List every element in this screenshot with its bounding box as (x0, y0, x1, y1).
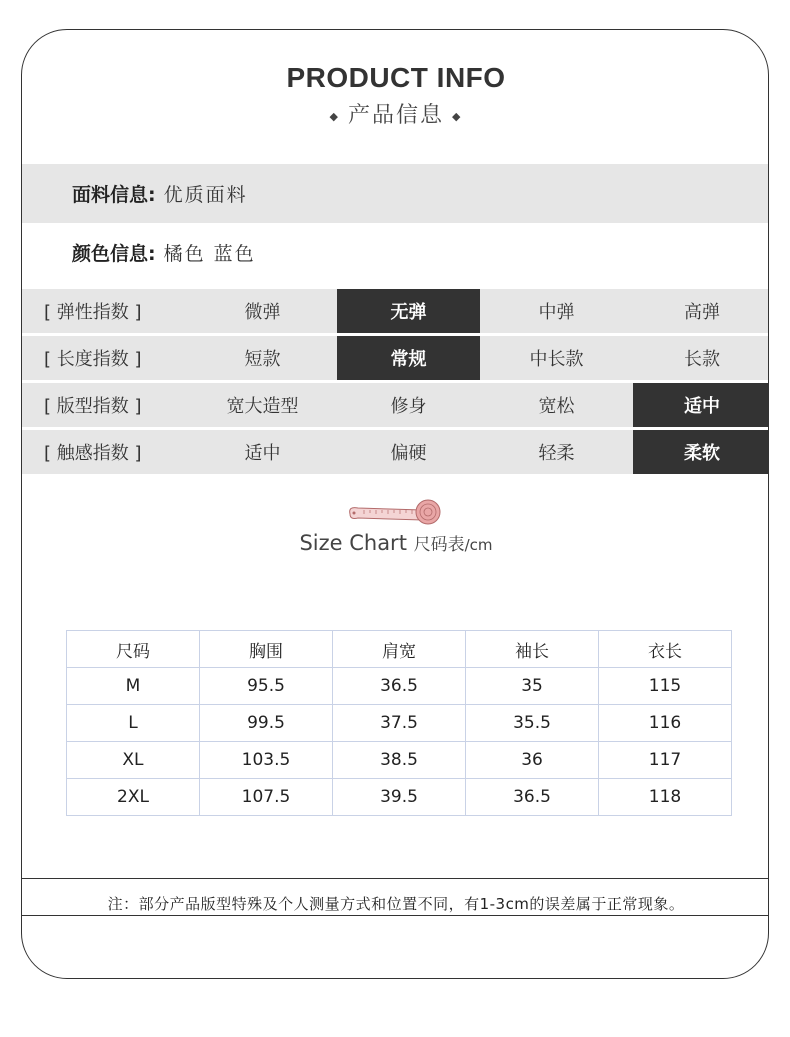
table-cell: 36.5 (466, 779, 599, 816)
index-row (21, 383, 769, 427)
table-cell: 95.5 (199, 668, 332, 705)
size-chart-title-en: Size Chart (299, 531, 407, 555)
column-header: 袖长 (466, 631, 599, 668)
color-label: 颜色信息: (72, 243, 156, 265)
index-label: [ 版型指数 ] (44, 396, 142, 417)
table-row (67, 742, 732, 779)
index-option: 微弹 (244, 302, 281, 323)
table-cell: 99.5 (199, 705, 332, 742)
divider (22, 915, 769, 916)
index-option: 宽大造型 (226, 396, 299, 417)
index-option: 轻柔 (538, 443, 575, 464)
table-cell: 35 (466, 668, 599, 705)
diamond-icon: ◆ (329, 109, 340, 123)
table-cell: 38.5 (333, 742, 466, 779)
measuring-tape-icon (344, 496, 448, 532)
subtitle-text: 产品信息 (347, 103, 444, 128)
size-chart-title (22, 530, 769, 555)
fabric-value: 优质面料 (163, 184, 248, 206)
table-cell: 116 (599, 705, 732, 742)
table-cell: XL (67, 742, 200, 779)
measurement-note: 注：部分产品版型特殊及个人测量方式和位置不同，有1-3cm的误差属于正常现象。 (107, 894, 685, 913)
table-row (67, 705, 732, 742)
table-cell: M (67, 668, 200, 705)
index-option: 中弹 (538, 302, 575, 323)
index-option: 适中 (244, 443, 281, 464)
table-row (67, 668, 732, 705)
diamond-icon: ◆ (452, 109, 463, 123)
page-subtitle (22, 98, 769, 129)
table-cell: 103.5 (199, 742, 332, 779)
index-option: 宽松 (538, 396, 575, 417)
table-row (67, 779, 732, 816)
index-label: [ 弹性指数 ] (44, 302, 142, 323)
index-option-selected: 常规 (337, 336, 480, 380)
table-cell: 39.5 (333, 779, 466, 816)
index-option: 中长款 (529, 349, 584, 370)
size-table (66, 630, 732, 816)
table-cell: 2XL (67, 779, 200, 816)
table-cell: 118 (599, 779, 732, 816)
index-option: 长款 (684, 349, 720, 370)
table-cell: 36.5 (333, 668, 466, 705)
index-option: 修身 (390, 396, 427, 417)
fabric-label: 面料信息: (72, 184, 156, 206)
fabric-info-row (21, 164, 769, 223)
column-header: 肩宽 (333, 631, 466, 668)
index-option-selected: 适中 (633, 383, 769, 427)
product-info-card (21, 29, 769, 979)
page-title: PRODUCT INFO (286, 62, 506, 93)
index-row (21, 430, 769, 474)
column-header: 衣长 (599, 631, 732, 668)
index-option: 短款 (244, 349, 281, 370)
table-cell: 36 (466, 742, 599, 779)
index-label: [ 触感指数 ] (44, 443, 142, 464)
index-option: 高弹 (684, 302, 720, 323)
table-cell: 35.5 (466, 705, 599, 742)
index-option: 偏硬 (390, 443, 427, 464)
size-chart-unit: /cm (464, 536, 493, 554)
table-cell: 37.5 (333, 705, 466, 742)
table-cell: L (67, 705, 200, 742)
divider (22, 878, 769, 879)
column-header: 尺码 (67, 631, 200, 668)
table-cell: 107.5 (199, 779, 332, 816)
size-chart-title-cn: 尺码表 (413, 535, 465, 555)
table-header-row (67, 631, 732, 668)
table-cell: 115 (599, 668, 732, 705)
index-option-selected: 柔软 (633, 430, 769, 474)
table-cell: 117 (599, 742, 732, 779)
column-header: 胸围 (199, 631, 332, 668)
color-value: 橘色 蓝色 (163, 243, 256, 265)
index-label: [ 长度指数 ] (44, 349, 142, 370)
index-row (21, 289, 769, 333)
index-option-selected: 无弹 (337, 289, 480, 333)
color-info-row (21, 223, 769, 282)
index-row (21, 336, 769, 380)
